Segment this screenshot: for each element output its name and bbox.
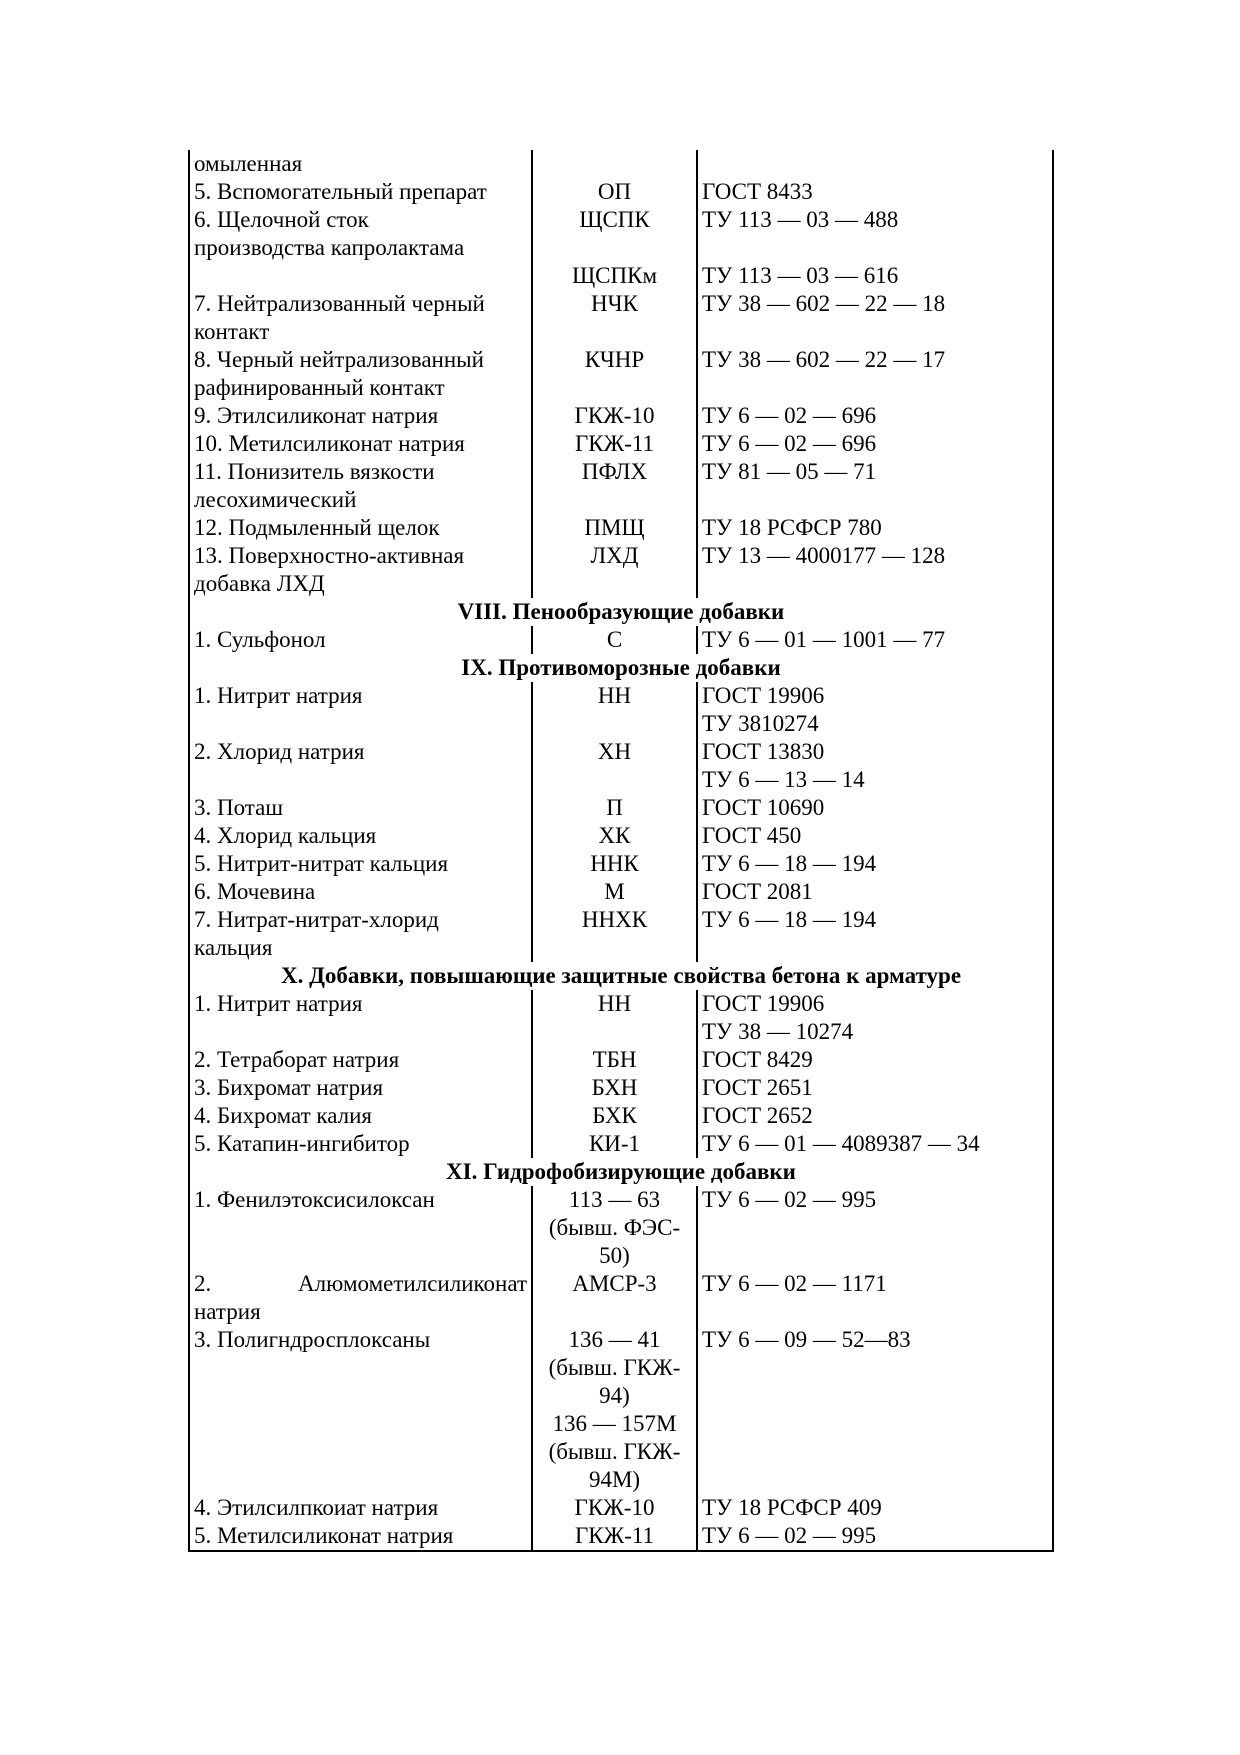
additive-code-cell — [532, 878, 697, 906]
cell-line: 5. Метилсиликонат натрия — [194, 1523, 454, 1548]
cell-line: 13. Поверхностно-активная — [194, 543, 465, 568]
standard-cell — [697, 878, 1053, 906]
standard-cell — [697, 1046, 1053, 1074]
additive-name-cell — [189, 178, 532, 206]
additive-name-cell — [189, 150, 532, 178]
cell-line: 113 — 63 — [568, 1187, 661, 1212]
cell-line: ТУ 38 — 10274 — [702, 1019, 854, 1044]
standard-cell — [697, 542, 1053, 598]
table-row — [189, 178, 1053, 206]
section-title: X. Добавки, повышающие защитные свойства бетона к арматуре — [189, 962, 1053, 990]
cell-line: ТУ 6 — 02 — 995 — [702, 1187, 877, 1212]
cell-line: ТУ 18 РСФСР 409 — [702, 1495, 882, 1520]
table-row — [189, 1270, 1053, 1326]
cell-line: 2. Тетраборат натрия — [194, 1047, 400, 1072]
cell-line: П — [606, 795, 623, 820]
cell-line: ТУ 81 — 05 — 71 — [702, 459, 877, 484]
standard-cell — [697, 1494, 1053, 1522]
table-row — [189, 1074, 1053, 1102]
additive-code-cell — [532, 626, 697, 654]
section-title: VIII. Пенообразующие добавки — [189, 598, 1053, 626]
cell-line: 11. Понизитель вязкости — [194, 459, 435, 484]
cell-line: ГОСТ 13830 — [702, 739, 825, 764]
additive-code-cell — [532, 1326, 697, 1494]
table-row — [189, 878, 1053, 906]
cell-line: ТУ 18 РСФСР 780 — [702, 515, 882, 540]
cell-line: ТУ 3810274 — [702, 711, 819, 736]
cell-line: ГОСТ 19906 — [702, 991, 825, 1016]
additive-name-cell — [189, 878, 532, 906]
standard-cell — [697, 206, 1053, 262]
cell-line: ГОСТ 19906 — [702, 683, 825, 708]
table-row — [189, 514, 1053, 542]
additive-code-cell — [532, 430, 697, 458]
additive-code-cell — [532, 738, 697, 794]
cell-line: ГОСТ 2651 — [702, 1075, 813, 1100]
cell-line: 2. Алюмометилсиликонат — [194, 1271, 527, 1296]
additive-name-cell — [189, 738, 532, 794]
cell-line: ГОСТ 8433 — [702, 179, 813, 204]
cell-line: ННХК — [581, 907, 648, 932]
additive-code-cell — [532, 682, 697, 738]
additive-name-cell — [189, 822, 532, 850]
cell-line: 5. Вспомогательный препарат — [194, 179, 487, 204]
cell-line: С — [606, 627, 623, 652]
additive-code-cell — [532, 1102, 697, 1130]
cell-line: рафинированный контакт — [194, 375, 445, 400]
cell-line: ГКЖ-10 — [574, 1495, 655, 1520]
table-row — [189, 150, 1053, 178]
cell-line: омыленная — [194, 151, 303, 176]
additive-name-cell — [189, 626, 532, 654]
cell-line: ГКЖ-10 — [574, 403, 655, 428]
standard-cell — [697, 738, 1053, 794]
additive-code-cell — [532, 1186, 697, 1270]
cell-line: ГОСТ 10690 — [702, 795, 825, 820]
cell-line: ТУ 6 — 18 — 194 — [702, 907, 877, 932]
additive-code-cell — [532, 542, 697, 598]
additive-name-cell — [189, 206, 532, 262]
additive-name-cell — [189, 850, 532, 878]
additive-name-cell — [189, 794, 532, 822]
cell-line: ГКЖ-11 — [574, 1523, 655, 1548]
cell-line: ТУ 113 — 03 — 616 — [702, 263, 899, 288]
cell-line: 94М) — [588, 1467, 641, 1492]
additive-name-cell — [189, 1522, 532, 1551]
table-row — [189, 1130, 1053, 1158]
table-row — [189, 346, 1053, 402]
section-header-row — [189, 962, 1053, 990]
section-title: XI. Гидрофобизирующие добавки — [189, 1158, 1053, 1186]
cell-line: ТУ 113 — 03 — 488 — [702, 207, 899, 232]
cell-line: 4. Бихромат калия — [194, 1103, 372, 1128]
cell-line: ТУ 6 — 01 — 1001 — 77 — [702, 627, 946, 652]
table-row — [189, 990, 1053, 1046]
cell-line: ЩСПК — [579, 207, 650, 232]
additive-name-cell — [189, 1270, 532, 1326]
table-body — [189, 150, 1053, 1551]
cell-line: ТУ 6 — 18 — 194 — [702, 851, 877, 876]
cell-line: 1. Фенилэтоксисилоксан — [194, 1187, 435, 1212]
table-row — [189, 402, 1053, 430]
table-row — [189, 850, 1053, 878]
additive-code-cell — [532, 1522, 697, 1551]
cell-line: (бывш. ГКЖ- — [548, 1439, 681, 1464]
cell-line: КИ-1 — [588, 1131, 641, 1156]
standard-cell — [697, 1074, 1053, 1102]
cell-line: АМСР-3 — [572, 1271, 657, 1296]
additive-code-cell — [532, 906, 697, 962]
section-header-row — [189, 654, 1053, 682]
table-row — [189, 1494, 1053, 1522]
additive-name-cell — [189, 402, 532, 430]
additive-code-cell — [532, 1046, 697, 1074]
cell-line: ГОСТ 2652 — [702, 1103, 813, 1128]
table-row — [189, 1326, 1053, 1494]
additive-name-cell — [189, 906, 532, 962]
table-row — [189, 290, 1053, 346]
cell-line: 4. Этилсилпкоиат натрия — [194, 1495, 439, 1520]
standard-cell — [697, 822, 1053, 850]
section-header-row — [189, 598, 1053, 626]
cell-line: 8. Черный нейтрализованный — [194, 347, 484, 372]
cell-line: ТУ 6 — 02 — 696 — [702, 431, 877, 456]
cell-line: 136 — 157М — [552, 1411, 677, 1436]
cell-line: контакт — [194, 319, 270, 344]
additive-name-cell — [189, 1186, 532, 1270]
table-row — [189, 794, 1053, 822]
cell-line: ТУ 13 — 4000177 — 128 — [702, 543, 946, 568]
additive-code-cell — [532, 206, 697, 262]
table-row — [189, 822, 1053, 850]
cell-line: ТУ 38 — 602 — 22 — 17 — [702, 347, 946, 372]
standard-cell — [697, 626, 1053, 654]
cell-line: БХК — [592, 1103, 637, 1128]
additive-name-cell — [189, 542, 532, 598]
cell-line: 1. Нитрит натрия — [194, 683, 363, 708]
cell-line: (бывш. ФЭС- — [548, 1215, 681, 1240]
standard-cell — [697, 402, 1053, 430]
standard-cell — [697, 178, 1053, 206]
cell-line: кальция — [194, 935, 273, 960]
additive-code-cell — [532, 458, 697, 514]
additive-name-cell — [189, 290, 532, 346]
cell-line: 136 — 41 — [568, 1327, 661, 1352]
additive-name-cell — [189, 514, 532, 542]
standard-cell — [697, 1326, 1053, 1494]
additive-code-cell — [532, 402, 697, 430]
additive-code-cell — [532, 990, 697, 1046]
cell-line: 94) — [599, 1383, 630, 1408]
standard-cell — [697, 514, 1053, 542]
cell-line: ТУ 6 — 02 — 995 — [702, 1523, 877, 1548]
section-title: IX. Противоморозные добавки — [189, 654, 1053, 682]
cell-line: 4. Хлорид кальция — [194, 823, 377, 848]
cell-line: 5. Нитрит-нитрат кальция — [194, 851, 449, 876]
cell-line: М — [604, 879, 625, 904]
cell-line: 50) — [599, 1243, 630, 1268]
additive-code-cell — [532, 514, 697, 542]
cell-line: ЛХД — [590, 543, 639, 568]
standard-cell — [697, 794, 1053, 822]
table-row — [189, 262, 1053, 290]
additive-code-cell — [532, 1130, 697, 1158]
cell-line: ТУ 38 — 602 — 22 — 18 — [702, 291, 946, 316]
additive-name-cell — [189, 990, 532, 1046]
cell-line: (бывш. ГКЖ- — [548, 1355, 681, 1380]
cell-line: ТУ 6 — 01 — 4089387 — 34 — [702, 1131, 980, 1156]
standard-cell — [697, 1102, 1053, 1130]
cell-line: ТУ 6 — 02 — 1171 — [702, 1271, 887, 1296]
standard-cell — [697, 346, 1053, 402]
cell-line: ГКЖ-11 — [574, 431, 655, 456]
cell-line: 10. Метилсиликонат натрия — [194, 431, 465, 456]
additive-name-cell — [189, 1326, 532, 1494]
table-row — [189, 430, 1053, 458]
cell-line: 3. Полигндросплоксаны — [194, 1327, 431, 1352]
standard-cell — [697, 150, 1053, 178]
additive-code-cell — [532, 1074, 697, 1102]
cell-line: 2. Хлорид натрия — [194, 739, 365, 764]
table-row — [189, 1186, 1053, 1270]
cell-line: ГОСТ 2081 — [702, 879, 813, 904]
table-row — [189, 738, 1053, 794]
cell-line: добавка ЛХД — [194, 571, 325, 596]
cell-line: 6. Щелочной сток — [194, 207, 369, 232]
cell-line: ОП — [597, 179, 632, 204]
additive-code-cell — [532, 1494, 697, 1522]
cell-line: лесохимический — [194, 487, 357, 512]
additive-code-cell — [532, 262, 697, 290]
cell-line: 1. Сульфонол — [194, 627, 326, 652]
additive-code-cell — [532, 822, 697, 850]
cell-line: 9. Этилсиликонат натрия — [194, 403, 439, 428]
cell-line: БХН — [591, 1075, 638, 1100]
cell-line: ЩСПКм — [571, 263, 658, 288]
cell-line: 12. Подмыленный щелок — [194, 515, 440, 540]
cell-line: 6. Мочевина — [194, 879, 316, 904]
standard-cell — [697, 906, 1053, 962]
additive-name-cell — [189, 262, 532, 290]
additives-table — [188, 150, 1054, 1552]
table-row — [189, 542, 1053, 598]
cell-line: 7. Нитрат-нитрат-хлорид — [194, 907, 439, 932]
standard-cell — [697, 1270, 1053, 1326]
standard-cell — [697, 1130, 1053, 1158]
standard-cell — [697, 262, 1053, 290]
table-row — [189, 906, 1053, 962]
cell-line: 3. Поташ — [194, 795, 284, 820]
additive-code-cell — [532, 178, 697, 206]
cell-line: ХН — [597, 739, 632, 764]
cell-line: 3. Бихромат натрия — [194, 1075, 384, 1100]
additive-name-cell — [189, 1494, 532, 1522]
cell-line: 1. Нитрит натрия — [194, 991, 363, 1016]
document-page — [188, 150, 1054, 1552]
table-row — [189, 682, 1053, 738]
cell-line: ТБН — [592, 1047, 637, 1072]
standard-cell — [697, 990, 1053, 1046]
section-header-row — [189, 1158, 1053, 1186]
table-row — [189, 1102, 1053, 1130]
standard-cell — [697, 290, 1053, 346]
additive-name-cell — [189, 1074, 532, 1102]
table-row — [189, 626, 1053, 654]
table-row — [189, 1046, 1053, 1074]
cell-line: НН — [597, 683, 632, 708]
table-row — [189, 458, 1053, 514]
additive-code-cell — [532, 290, 697, 346]
cell-line: НЧК — [591, 291, 638, 316]
standard-cell — [697, 1522, 1053, 1551]
cell-line: ГОСТ 8429 — [702, 1047, 813, 1072]
cell-line: ГОСТ 450 — [702, 823, 802, 848]
additive-code-cell — [532, 850, 697, 878]
additive-name-cell — [189, 682, 532, 738]
additive-code-cell — [532, 150, 697, 178]
table-row — [189, 1522, 1053, 1551]
standard-cell — [697, 458, 1053, 514]
cell-line: НН — [597, 991, 632, 1016]
additive-code-cell — [532, 1270, 697, 1326]
standard-cell — [697, 430, 1053, 458]
standard-cell — [697, 682, 1053, 738]
table-row — [189, 206, 1053, 262]
cell-line: ХК — [598, 823, 631, 848]
cell-line: ТУ 6 — 02 — 696 — [702, 403, 877, 428]
additive-name-cell — [189, 1130, 532, 1158]
cell-line: 5. Катапин-ингибитор — [194, 1131, 410, 1156]
cell-line: 7. Нейтрализованный черный — [194, 291, 485, 316]
additive-name-cell — [189, 346, 532, 402]
cell-line: ПМЩ — [584, 515, 645, 540]
cell-line: ННК — [590, 851, 639, 876]
standard-cell — [697, 850, 1053, 878]
cell-line: ТУ 6 — 13 — 14 — [702, 767, 865, 792]
additive-name-cell — [189, 1046, 532, 1074]
additive-name-cell — [189, 430, 532, 458]
additive-code-cell — [532, 794, 697, 822]
additive-name-cell — [189, 1102, 532, 1130]
standard-cell — [697, 1186, 1053, 1270]
additive-name-cell — [189, 458, 532, 514]
cell-line: натрия — [194, 1299, 261, 1324]
cell-line: ПФЛХ — [581, 459, 648, 484]
cell-line: ТУ 6 — 09 — 52—83 — [702, 1327, 911, 1352]
cell-line: производства капролактама — [194, 235, 465, 260]
additive-code-cell — [532, 346, 697, 402]
cell-line: КЧНР — [584, 347, 645, 372]
